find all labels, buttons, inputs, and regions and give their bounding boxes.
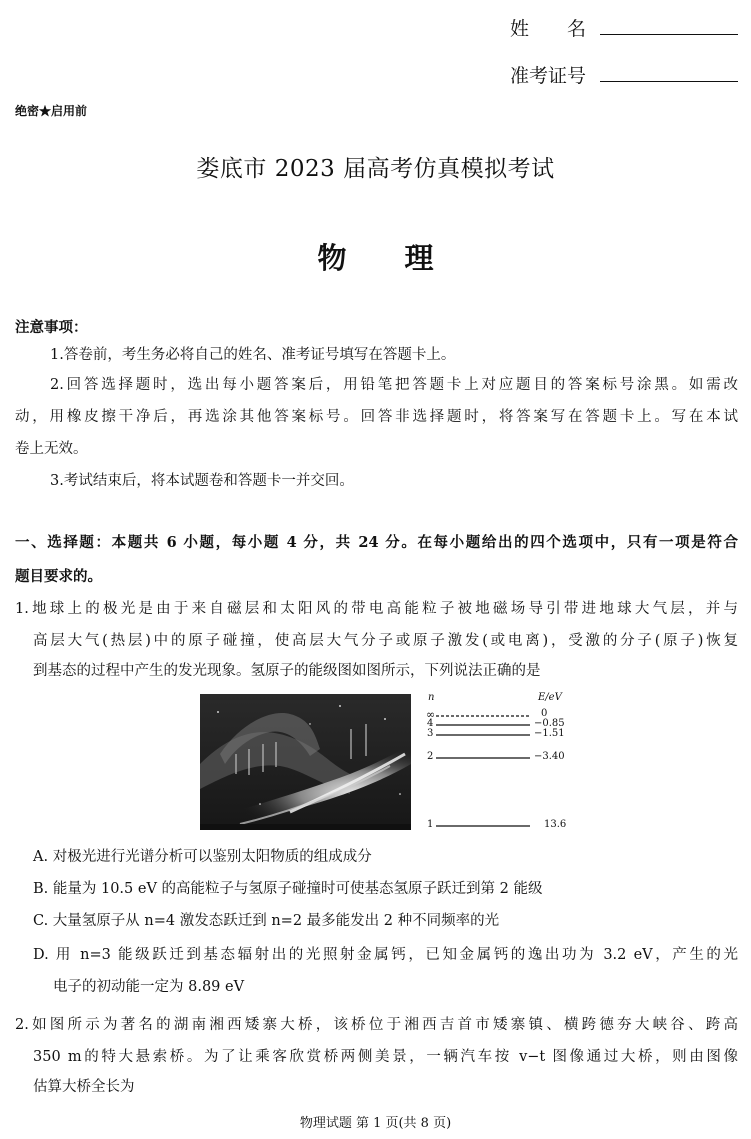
name-field <box>510 14 586 41</box>
aurora-photo <box>200 694 411 830</box>
level-e-2: −3.40 <box>534 751 565 762</box>
secret-mark: 绝密★启用前 <box>15 104 88 118</box>
question-1-option-b: B. 能量为 10.5 eV 的高能粒子与氢原子碰撞时可使基态氢原子跃迁到第 2 能级 <box>33 881 543 897</box>
level-n-3: 3 <box>427 728 434 739</box>
name-blank <box>600 34 738 35</box>
exam-title: 娄底市 2023 届高考仿真模拟考试 <box>196 156 555 182</box>
question-1-option-a: A. 对极光进行光谱分析可以鉴别太阳物质的组成成分 <box>33 849 372 865</box>
notice-item-2-line-3: 卷上无效。 <box>15 441 88 457</box>
notice-item-2-line-1: 2.回答选择题时，选出每小题答案后，用铅笔把答题卡上对应题目的答案标号涂黑。如需改 <box>50 377 738 393</box>
energy-level-lines <box>422 690 582 838</box>
notice-item-2-line-2: 动，用橡皮擦干净后，再选涂其他答案标号。回答非选择题时，将答案写在答题卡上。写在本试 <box>15 409 738 425</box>
question-2-line-3: 估算大桥全长为 <box>33 1079 135 1095</box>
notice-heading: 注意事项： <box>15 319 88 336</box>
exam-id-label: 准考证号 <box>510 65 587 87</box>
question-1-option-d-line-2: 电子的初动能一定为 8.89 eV <box>53 979 245 995</box>
notice-item-1: 1.答卷前，考生务必将自己的姓名、准考证号填写在答题卡上。 <box>50 347 456 363</box>
question-1-option-c: C. 大量氢原子从 n=4 激发态跃迁到 n=2 最多能发出 2 种不同频率的光 <box>33 913 500 929</box>
level-n-1: 1 <box>427 819 434 830</box>
energy-level-diagram <box>422 690 582 838</box>
exam-id-blank <box>600 81 738 82</box>
question-2-line-1: 2.如图所示为著名的湖南湘西矮寨大桥，该桥位于湘西吉首市矮寨镇、横跨德夯大峡谷、跨高 <box>15 1017 738 1033</box>
level-e-infinity: 0 <box>541 708 548 719</box>
question-1-line-3: 到基态的过程中产生的发光现象。氢原子的能级图如图所示，下列说法正确的是 <box>33 663 541 679</box>
question-1-line-2: 高层大气(热层)中的原子碰撞，使高层大气分子或原子激发(或电离)，受激的分子(原子)恢复 <box>33 633 738 649</box>
page-footer: 物理试题 第 1 页(共 8 页) <box>299 1116 452 1131</box>
level-e-3: −1.51 <box>534 728 565 739</box>
level-e-1: 13.6 <box>544 819 567 830</box>
level-e-4: −0.85 <box>534 718 565 729</box>
exam-id-field <box>510 61 586 88</box>
question-1-option-d-line-1: D. 用 n=3 能级跃迁到基态辐射出的光照射金属钙，已知金属钙的逸出功为 3.2 eV，产生的光 <box>33 947 738 963</box>
n-axis-label: n <box>428 692 435 703</box>
question-2-line-2: 350 m的特大悬索桥。为了让乘客欣赏桥两侧美景，一辆汽车按 v−t 图像通过大桥，则由图像 <box>33 1049 738 1065</box>
section-1-heading-line-2: 题目要求的。 <box>15 568 102 585</box>
level-n-2: 2 <box>427 751 434 762</box>
name-label: 姓 名 <box>510 18 587 40</box>
energy-axis-label: E/eV <box>538 692 562 703</box>
section-1-heading-line-1: 一、选择题：本题共 6 小题，每小题 4 分，共 24 分。在每小题给出的四个选项中，只有一项是符合 <box>15 534 738 551</box>
level-n-infinity: ∞ <box>426 708 436 721</box>
subject-title: 物理 <box>317 241 492 275</box>
notice-item-3: 3.考试结束后，将本试题卷和答题卡一并交回。 <box>50 473 354 489</box>
level-n-4: 4 <box>427 718 434 729</box>
question-1-line-1: 1.地球上的极光是由于来自磁层和太阳风的带电高能粒子被地磁场导引带进地球大气层，并与 <box>15 601 738 617</box>
